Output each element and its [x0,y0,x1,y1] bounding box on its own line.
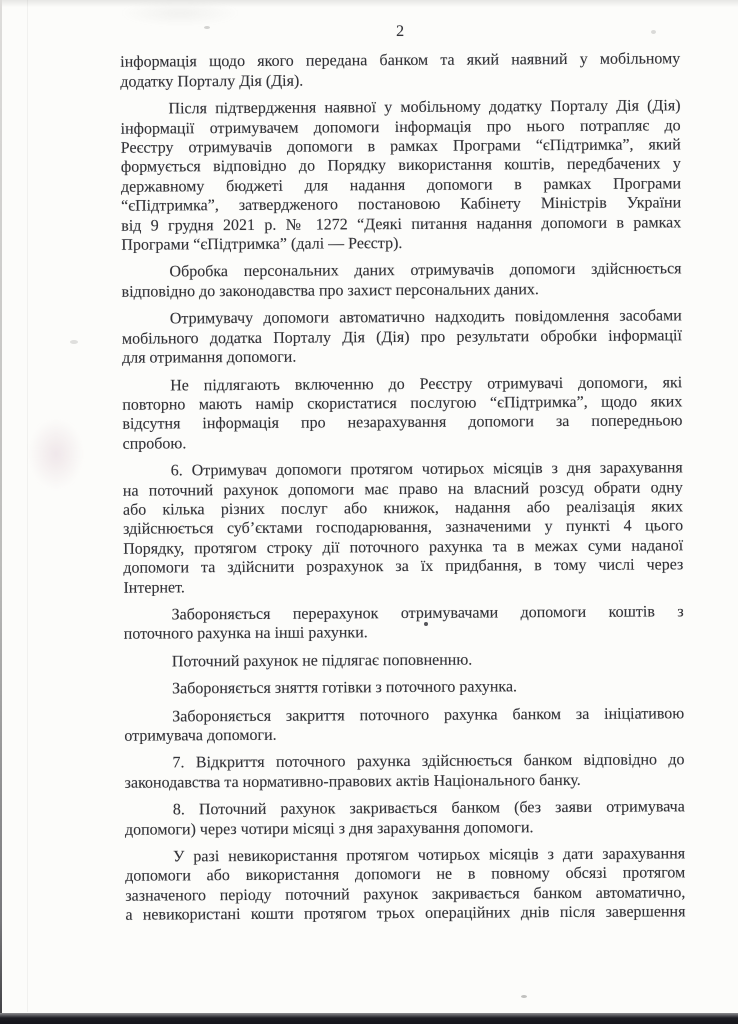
text-line: Забороняється перерахунок отримувачами допомоги коштів з [171,603,684,624]
text-line: Після підтвердження наявної у мобільному додатку Порталу Дія (Дія) [168,97,681,118]
text-line: відсутня інформація про незарахування допомоги за попередньою [122,412,683,434]
paper-edge-line [27,0,28,1012]
text-line: У разі невикористання протягом чотирьох місяців з дати зарахування [173,845,686,866]
paragraph [120,97,681,256]
text-line: мобільного додатка Порталу Дія (Дія) про результати обробки інформації [121,326,682,348]
text-line: Інтернет. [123,578,185,597]
page-number: 2 [396,22,405,41]
text-line: повторно мають намір скористатися послугою “єПідтримка”, щодо яких [122,393,683,414]
text-line: зазначеного періоду поточний рахунок закривається банком автоматично, [125,884,686,905]
text-line: Реєстру отримувачів допомоги в рамках Програми “єПідтримка”, який [120,136,681,157]
text-line: Поточний рахунок не підлягає поповненню. [171,651,473,671]
paragraph [124,751,684,793]
paragraph [124,704,684,746]
text-line: 8. Поточний рахунок закривається банком (без заяви отримувача [172,798,685,819]
paragraph [122,307,682,369]
text-line: законодавства та нормативно-правових актів Національного банку. [124,771,581,792]
document-body [120,50,685,926]
text-line: Обробка персональних даних отримувачів допомоги здійснюється [169,260,682,281]
text-line: державному бюджеті для надання допомоги в рамках Програми [120,175,682,196]
scan-left-edge [0,0,2,1024]
text-line: допомоги) через чотири місяці з дня зарахування допомоги. [124,818,534,839]
scan-top-edge [0,0,738,7]
paragraph [124,649,684,672]
text-line: Забороняється закриття поточного рахунка банком за ініціативою [172,704,685,725]
text-line: Отримувачу допомоги автоматично надходить повідомлення засобами [169,307,682,328]
text-line: допомоги або використання допомоги не в повному обсязі протягом [125,864,686,886]
scan-bottom-edge [0,1013,738,1024]
text-line: від 9 грудня 2021 р. № 1272 “Деякі питання надання допомоги в рамках [121,213,682,235]
scan-speck [521,995,527,998]
text-line: Не підлягають включенню до Реєстру отримувачі допомоги, які [170,373,683,394]
paragraph [122,373,682,454]
paragraph [124,602,684,644]
text-line: отримувача допомоги. [124,726,277,745]
text-line: Порядку, протягом строку дії поточного рахунка та в межах суми наданої [123,537,684,558]
text-line: додатку Порталу Дія (Дія). [120,72,304,91]
text-line: 6. Отримувач допомоги протягом чотирьох місяців з дня зарахування [170,459,683,480]
scan-speck [70,340,78,344]
text-line: для отримання допомоги. [121,348,297,367]
text-line: або кілька різних послуг або книжок, надання або реалізація яких [122,498,684,519]
text-line: інформації отримувачем допомоги інформація про нього потрапляє до [120,116,681,138]
text-line: “єПідтримка”, затвердженого постановою Кабінету Міністрів України [121,194,682,215]
text-line: поточного рахунка на інші рахунки. [123,624,368,644]
text-line: 7. Відкриття поточного рахунка здійснюється банком відповідно до [172,751,685,772]
text-line: допомоги та здійснити розрахунок за їх придбання, в тому числі через [123,556,684,577]
paragraph [121,260,681,302]
text-line: а невикористані кошти протягом трьох операційних днів після завершення [125,903,686,924]
text-line: Програми “єПідтримка” (далі — Реєстр). [121,235,403,254]
text-line: здійснюється суб’єктами господарювання, зазначеними у пункті 4 цього [123,517,684,539]
text-line: на поточний рахунок допомоги має право на власний розсуд обрати одну [122,478,683,500]
document-content [120,20,686,933]
paragraph [120,50,680,92]
paragraph [125,844,685,925]
paragraph [125,797,685,839]
ink-smudge [28,418,84,490]
text-line: відповідно до законодавства про захист персональних даних. [121,281,539,301]
text-line: формується відповідно до Порядку використання коштів, передбачених у [120,155,681,177]
text-line: Забороняється зняття готівки з поточного рахунка. [172,678,518,698]
text-line: інформація щодо якого передана банком та який наявний у мобільному [120,50,681,72]
paragraph [123,458,684,597]
paragraph [124,676,684,699]
text-line: спробою. [122,435,187,453]
